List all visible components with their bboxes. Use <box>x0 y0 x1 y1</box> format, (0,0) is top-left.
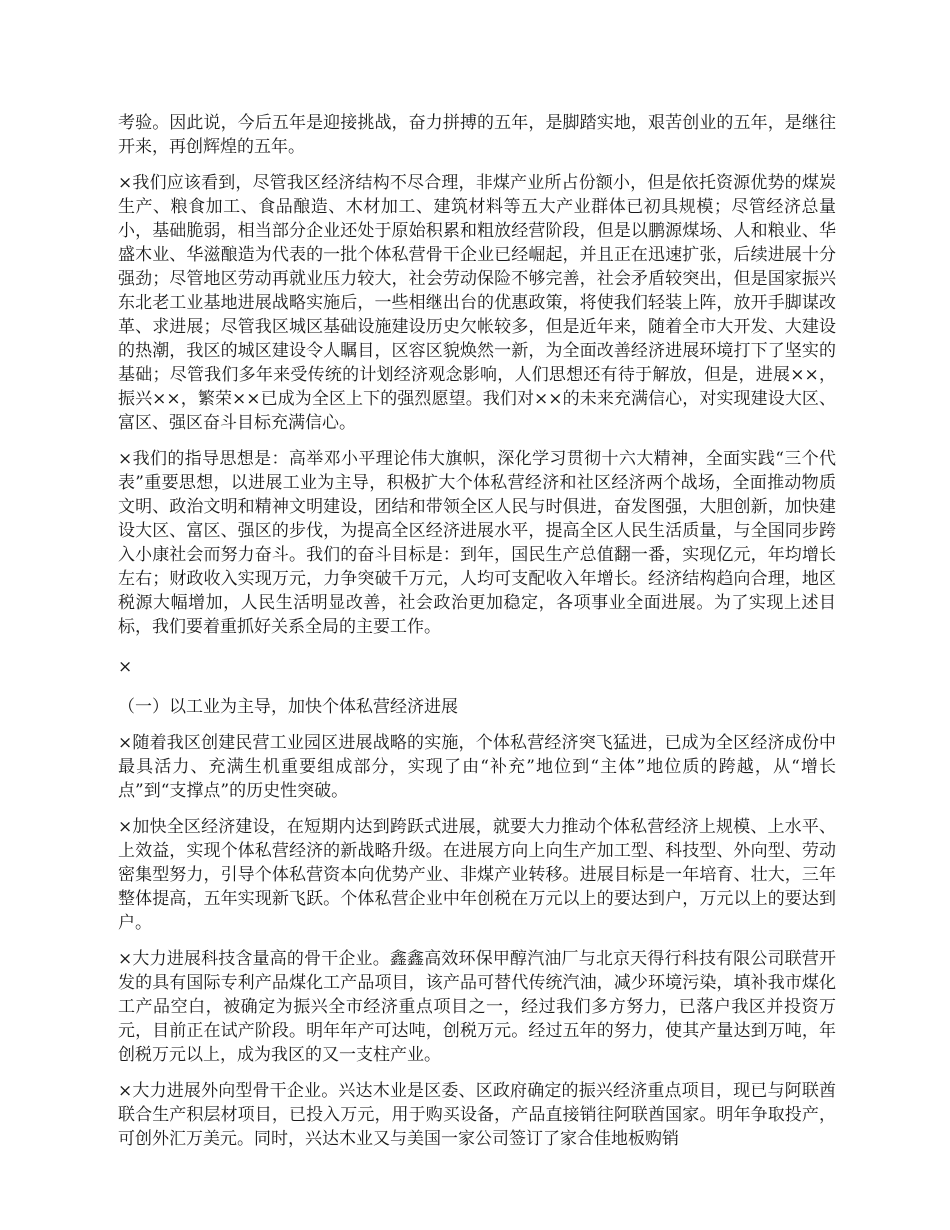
paragraph-private-economy: ×随着我区创建民营工业园区进展战略的实施，个体私营经济突飞猛进，已成为全区经济成份中最具活力、充满生机重要组成部分，实现了由“补充”地位到“主体”地位质的跨越，从“增长点”到“支撑点”的历史性突破。 <box>118 733 836 801</box>
paragraph-intro-conclusion: 考验。因此说，今后五年是迎接挑战，奋力拼搏的五年，是脚踏实地，艰苦创业的五年，是继往开来，再创辉煌的五年。 <box>118 113 836 157</box>
paragraph-separator-mark: × <box>118 657 133 677</box>
document-body <box>118 111 836 1163</box>
paragraph-current-situation: ×我们应该看到，尽管我区经济结构不尽合理，非煤产业所占份额小，但是依托资源优势的煤炭生产、粮食加工、食品酿造、木材加工、建筑材料等五大产业群体已初具规模；尽管经济总量小，基础脆弱，相当部分企业还处于原始积累和粗放经营阶段，但是以鹏源煤场、人和粮业、华盛木业、华滋酿造为代表的一批个体私营骨干企业已经崛起，并且正在迅速扩张，后续进展十分强劲；尽管地区劳动再就业压力较大，社会劳动保险不够完善，社会矛盾较突出，但是国家振兴东北老工业基地进展战略实施后，一些相继出台的优惠政策，将使我们轻装上阵，放开手脚谋改革、求进展；尽管我区城区基础设施建设历史欠帐较多，但是近年来，随着全市大开发、大建设的热潮，我区的城区建设令人瞩目，区容区貌焕然一新，为全面改善经济进展环境打下了坚实的基础；尽管我们多年来受传统的计划经济观念影响，人们思想还有待于解放，但是，进展××，振兴××，繁荣××已成为全区上下的强烈愿望。我们对××的未来充满信心，对实现建设大区、富区、强区奋斗目标充满信心。 <box>118 173 836 433</box>
paragraph-tech-enterprises: ×大力进展科技含量高的骨干企业。鑫鑫高效环保甲醇汽油厂与北京天得行科技有限公司联营开发的具有国际专利产品煤化工产品项目，该产品可替代传统汽油，减少环境污染，填补我市煤化工产品空白，被确定为振兴全市经济重点项目之一，经过我们多方努力，已落户我区并投资万元，目前正在试产阶段。明年年产可达吨，创税万元。经过五年的努力，使其产量达到万吨，年创税万元以上，成为我区的又一支柱产业。 <box>118 949 836 1065</box>
paragraph-guiding-thought: ×我们的指导思想是：高举邓小平理论伟大旗帜，深化学习贯彻十六大精神，全面实践“三个代表”重要思想，以进展工业为主导，积极扩大个体私营经济和社区经济两个战场，全面推动物质文明、政治文明和精神文明建设，团结和带领全区人民与时俱进，奋发图强，大胆创新，加快建设大区、富区、强区的步伐，为提高全区经济进展水平，提高全区人民生活质量，与全国同步跨入小康社会而努力奋斗。我们的奋斗目标是：到年，国民生产总值翻一番，实现亿元，年均增长左右；财政收入实现万元，力争突破千万元，人均可支配收入年增长。经济结构趋向合理，地区税源大幅增加，人民生活明显改善，社会政治更加稳定，各项事业全面进展。为了实现上述目标，我们要着重抓好关系全局的主要工作。 <box>118 449 836 637</box>
paragraph-export-enterprises: ×大力进展外向型骨干企业。兴达木业是区委、区政府确定的振兴经济重点项目，现已与阿联酋联合生产积层材项目，已投入万元，用于购买设备，产品直接销往阿联酋国家。明年争取投产，可创外汇万美元。同时，兴达木业又与美国一家公司签订了家合佳地板购销 <box>118 1081 836 1149</box>
section-heading-1: （一）以工业为主导，加快个体私营经济进展 <box>118 697 458 717</box>
paragraph-economic-construction: ×加快全区经济建设，在短期内达到跨跃式进展，就要大力推动个体私营经济上规模、上水平、上效益，实现个体私营经济的新战略升级。在进展方向上向生产加工型、科技型、外向型、劳动密集型努力，引导个体私营资本向优势产业、非煤产业转移。进展目标是一年培育、壮大，三年整体提高，五年实现新飞跃。个体私营企业中年创税在万元以上的要达到户，万元以上的要达到户。 <box>118 817 836 933</box>
